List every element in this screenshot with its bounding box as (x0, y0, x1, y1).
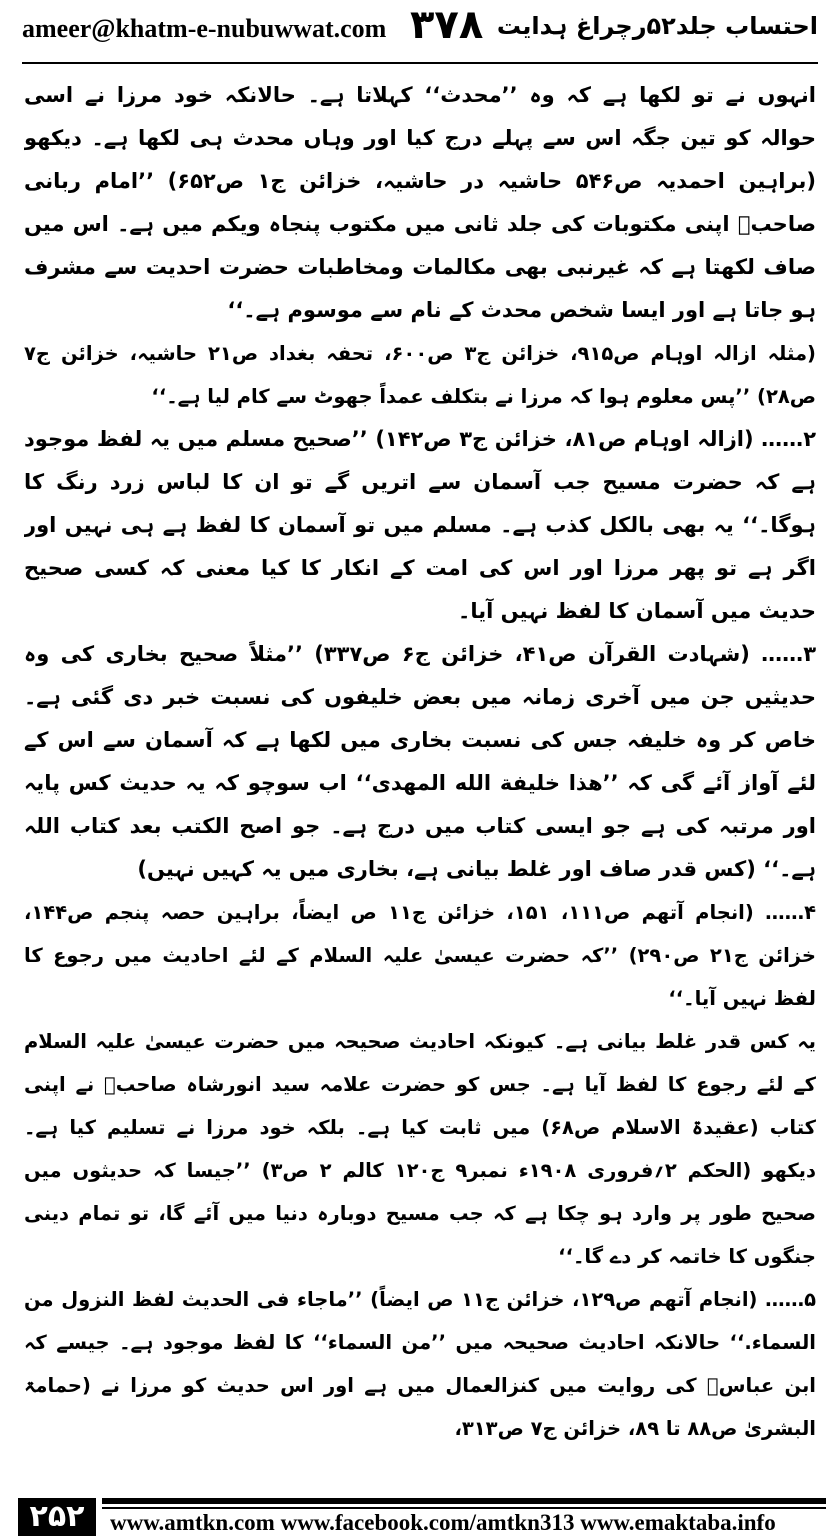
footer-page-number: ۲۵۲ (18, 1498, 96, 1536)
page-footer (18, 1498, 826, 1536)
document-body (24, 74, 816, 1484)
paragraph-3: ۲…… (ازالہ اوہام ص۸۱، خزائن ج۳ ص۱۴۲) ’’صحیح مسلم میں یہ لفظ موجود ہے کہ حضرت مسیح جب آسمان سے اتریں گے تو ان کا لباس زرد رنگ کا ہوگا۔‘‘ یہ بھی بالکل کذب ہے۔ مسلم میں تو آسمان کا لفظ ہے ہی نہیں اور اگر ہے تو پھر مرزا اور اس کی امت کے انکار کا کیا معنی کہ کسی صحیح حدیث میں آسمان کا لفظ نہیں آیا۔ (24, 427, 816, 623)
header-email: ameer@khatm-e-nubuwwat.com (22, 14, 387, 43)
paragraph-2: (مثلہ ازالہ اوہام ص۹۱۵، خزائن ج۳ ص۶۰۰، تحفہ بغداد ص۲۱ حاشیہ، خزائن ج۷ ص۲۸) ’’پس معلوم ہوا کہ مرزا نے بتکلف عمداً جھوٹ سے کام لیا ہے۔‘‘ (24, 342, 816, 408)
footer-links: www.amtkn.com www.facebook.com/amtkn313 www.emaktaba.info (110, 1510, 776, 1535)
paragraph-4: ۳…… (شہادت القرآن ص۴۱، خزائن ج۶ ص۳۳۷) ’’مثلاً صحیح بخاری کی وہ حدیثیں جن میں آخری زمانہ میں بعض خلیفوں کی نسبت خبر دی گئی ہے۔ خاص کر وہ خلیفہ جس کی نسبت بخاری میں لکھا ہے کہ آسمان سے اس کے لئے آواز آئے گی کہ ’’هذا خليفة الله المهدى‘‘ اب سوچو کہ یہ حدیث کس پایہ اور مرتبہ کی ہے جو ایسی کتاب میں درج ہے۔ جو اصح الکتب بعد کتاب اللہ ہے۔‘‘ (کس قدر صاف اور غلط بیانی ہے، بخاری میں یہ کہیں نہیں) (24, 642, 816, 881)
page-header (22, 2, 818, 58)
paragraph-7: ۵…… (انجام آتھم ص۱۲۹، خزائن ج۱۱ ص ایضاً) ’’ماجاء فى الحديث لفظ النزول من السماء.‘‘ حالانکہ احادیث صحیحہ میں ’’من السماء‘‘ کا لفظ موجود ہے۔ جیسے کہ ابن عباسؓ کی روایت میں کنزالعمال میں ہے اور اس حدیث کو مرزا نے (حمامۃ البشریٰ ص۸۸ تا ۸۹، خزائن ج۷ ص۳۱۳، (24, 1288, 816, 1440)
paragraph-6: یہ کس قدر غلط بیانی ہے۔ کیونکہ احادیث صحیحہ میں حضرت عیسیٰ علیہ السلام کے لئے رجوع کا لفظ آیا ہے۔ جس کو حضرت علامہ سید انورشاہ صاحبؒ نے اپنی کتاب (عقیدۃ الاسلام ص۶۸) میں ثابت کیا ہے۔ بلکہ خود مرزا نے تسلیم کیا ہے۔ دیکھو (الحکم ۲؍فروری ۱۹۰۸ء نمبر۹ ج۱۲۰ کالم ۲ ص۳) ’’جیسا کہ حدیثوں میں صحیح طور پر وارد ہو چکا ہے کہ جب مسیح دوبارہ دنیا میں آئے گا، تو تمام دینی جنگوں کا خاتمہ کر دے گا۔‘‘ (24, 1030, 816, 1268)
paragraph-1: انہوں نے تو لکھا ہے کہ وہ ’’محدث‘‘ کہلاتا ہے۔ حالانکہ خود مرزا نے اسی حوالہ کو تین جگہ اس سے پہلے درج کیا اور وہاں محدث ہی لکھا ہے۔ دیکھو (براہین احمدیہ ص۵۴۶ حاشیہ در حاشیہ، خزائن ج۱ ص۶۵۲) ’’امام ربانی صاحبؒ اپنی مکتوبات کی جلد ثانی میں مکتوب پنجاہ ویکم میں ہے۔ اس میں صاف لکھتا ہے کہ غیرنبی بھی مکالمات ومخاطبات حضرت احدیت سے مشرف ہو جاتا ہے اور ایسا شخص محدث کے نام سے موسوم ہے۔‘‘ (24, 83, 816, 322)
footer-rule-thick (102, 1498, 826, 1504)
header-page-number: ۳۷۸ (410, 2, 484, 48)
header-divider (22, 62, 818, 64)
header-title: احتساب جلد۵۲رچراغ ہدایت (496, 12, 818, 40)
paragraph-5: ۴…… (انجام آتھم ص۱۱۱، ۱۵۱، خزائن ج۱۱ ص ایضاً، براہین حصہ پنجم ص۱۴۴، خزائن ج۲۱ ص۲۹۰) ’’کہ حضرت عیسیٰ علیہ السلام کے لئے احادیث میں رجوع کا لفظ نہیں آیا۔‘‘ (24, 901, 816, 1010)
